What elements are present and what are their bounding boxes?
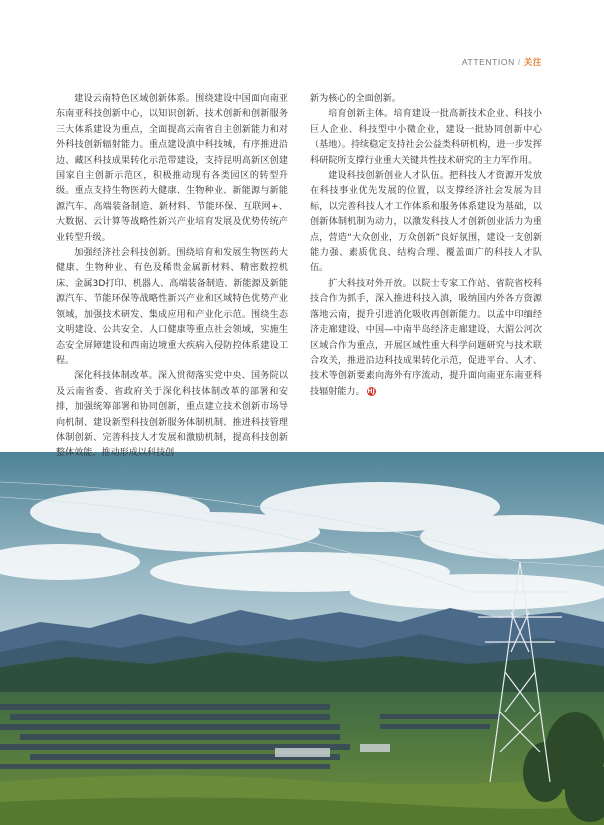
section-label-en: ATTENTION (461, 57, 515, 67)
article-end-icon: HJ (367, 387, 375, 395)
left-column (56, 92, 288, 462)
landscape-illustration (0, 452, 604, 825)
section-separator: / (517, 57, 521, 67)
section-label-cn: 关注 (523, 57, 542, 67)
section-header (462, 56, 542, 68)
paragraph-system-reform: 深化科技体制改革。深入贯彻落实党中央、国务院以及云南省委、省政府关于深化科技体制改革的部署和安排，加强统筹部署和协同创新，重点建立技术创新市场导向机制、建设新型科技创新服务体制机制、推进科技管理体制创新、完善科技人才发展和激励机制，提高科技创新整体效能，推动形成以科技创 (56, 371, 288, 459)
paragraph-innovation-entities: 培育创新主体。培育建设一批高新技术企业、科技小巨人企业、科技型中小微企业，建设一批协同创新中心（基地）。持续稳定支持社会公益类科研机构，进一步发挥科研院所支撑行业重大关键共性技术研究的主力军作用。 (310, 109, 542, 166)
paragraph-opening-up (310, 277, 542, 400)
paragraph-innovation-system: 建设云南特色区域创新体系。围绕建设中国面向南亚东南亚科技创新中心，以知识创新、技术创新和创新服务三大体系建设为重点，全面提高云南省自主创新能力和对外科技创新辐射能力。重点建设滇中科技城，有序推进沿边、藏区科技成果转化示范带建设，支持昆明高新区创建国家自主创新示范区，积极推动现有各类园区的转型升级。重点支持生物医药大健康、生物种业、新能源与新能源汽车、高端装备制造、新材料、节能环保、互联网+、大数据、云计算等战略性新兴产业培育发展及优势传统产业转型升级。 (56, 94, 288, 243)
paragraph-talent-team: 建设科技创新创业人才队伍。把科技人才资源开发放在科技事业优先发展的位置，以支撑经济社会发展为目标，以完善科技人才工作体系和服务体系建设为基础，以创新体制机制为动力，以激发科技人才创新创业活力为重点，营造“大众创业，万众创新”良好氛围，建设一支创新能力强、素质优良、结构合理、覆盖面广的科技人才队伍。 (310, 171, 542, 274)
paragraph-opening-up-text: 扩大科技对外开放。以院士专家工作站、省院省校科技合作为抓手，深入推进科技入滇，吸纳国内外各方资源落地云南，提升引进消化吸收再创新能力。以孟中印缅经济走廊建设、中国—中南半岛经济走廊建设、大湄公河次区域合作为重点，开展区域性重大科学问题研究与技术联合攻关，推进沿边科技成果转化示范，促进平台、人才、技术等创新要素向海外有序流动，提升面向南亚东南亚科技辐射能力。 (310, 278, 542, 397)
landscape-photo (0, 452, 604, 825)
paragraph-continuation: 新为核心的全面创新。 (310, 94, 401, 104)
paragraph-socioeconomic-innovation: 加强经济社会科技创新。围绕培育和发展生物医药大健康、生物种业、有色及稀贵金属新材料、精密数控机床、金属3D打印、机器人、高端装备制造、新能源及新能源汽车、节能环保等战略性新兴产业和区域特色优势产业领域，加强技术研发、集成应用和产业化示范。围绕生态文明建设、公共安全、人口健康等重点社会领域，实施生态安全屏障建设和西南边境重大疾病入侵防控体系建设工程。 (56, 248, 288, 366)
right-column (310, 92, 542, 400)
